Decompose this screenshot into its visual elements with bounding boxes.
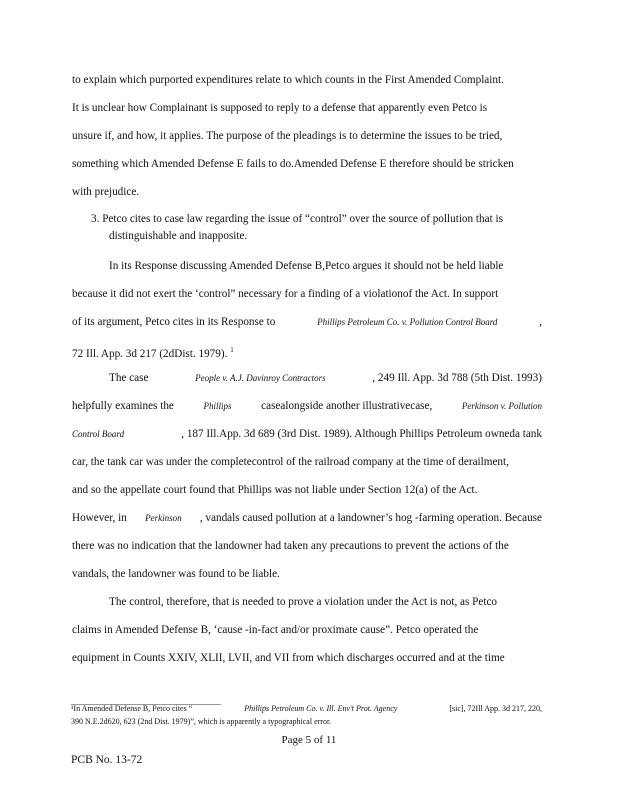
body-line: [72, 73, 542, 87]
text: The control, therefore, that is needed to prove a violation under the Act is not, as Petco: [109, 596, 498, 608]
body-line: [109, 259, 542, 273]
text: , 187 Ill.App. 3d 689 (3rd Dist. 1989). Although Phillips Petroleum owneda tank: [181, 428, 542, 440]
text: ¹In Amended Defense B, Petco cites “: [71, 704, 193, 713]
text: 3. Petco cites to case law regarding the issue of “control” over the source of pollution that is: [91, 213, 503, 225]
body-line: [72, 455, 542, 469]
text: It is unclear how Complainant is supposed to reply to a defense that apparently even Petco is: [72, 102, 488, 114]
text: claims in Amended Defense B, ‘cause -in-fact and/or proximate cause”. Petco operated the: [72, 624, 479, 636]
body-line: [72, 539, 542, 553]
text: The case: [109, 372, 149, 384]
text: distinguishable and inapposite.: [109, 230, 248, 242]
text: casealongside another illustrativecase,: [261, 400, 433, 412]
body-line: [72, 343, 234, 361]
text: equipment in Counts XXIV, XLII, LVII, and VII from which discharges occurred and at the time: [72, 652, 505, 664]
case-citation: Phillips Petroleum Co. v. Pollution Control Board: [317, 317, 498, 327]
text: 390 N.E.2d620, 623 (2nd Dist. 1979)”, which is apparently a typographical error.: [71, 717, 332, 726]
footnote: [71, 703, 542, 715]
text: of its argument, Petco cites in its Response to: [72, 316, 276, 328]
text: with prejudice.: [72, 186, 140, 198]
body-line: [72, 185, 139, 199]
text: something which Amended Defense E fails to do.Amended Defense E therefore should be stricken: [72, 158, 514, 170]
section-heading-cont: [109, 229, 247, 243]
body-line: [72, 101, 542, 115]
text: 72 Ill. App. 3d 217 (2dDist. 1979).: [72, 347, 228, 360]
case-citation: Control Board: [72, 429, 125, 439]
text: car, the tank car was under the completecontrol of the railroad company at the time of derailment,: [72, 456, 509, 468]
case-citation: Perkinson: [145, 513, 182, 523]
text: there was no indication that the landowner had taken any precautions to prevent the actions of the: [72, 540, 509, 552]
body-line: [72, 483, 542, 497]
case-citation: Phillips: [203, 401, 232, 411]
footnote-ref: 1: [230, 346, 234, 354]
section-heading: [91, 212, 542, 226]
text: However, in: [72, 512, 127, 524]
document-id: PCB No. 13-72: [71, 754, 143, 766]
text: [sic], 72Ill App. 3d 217, 220,: [449, 704, 542, 713]
body-line: [72, 651, 542, 665]
text: , vandals caused pollution at a landowner’s hog -farming operation. Because: [199, 512, 542, 524]
body-line: [72, 427, 542, 441]
body-line: [109, 371, 542, 385]
case-citation: People v. A.J. Davinroy Contractors: [195, 373, 326, 383]
body-line: [72, 287, 542, 301]
body-line: [72, 129, 542, 143]
body-line: [72, 623, 542, 637]
body-line: [72, 315, 542, 329]
text: helpfully examines the: [72, 400, 174, 412]
body-line: [109, 595, 542, 609]
case-citation: Phillips Petroleum Co. v. Ill. Env’t Prot. Agency: [244, 704, 398, 713]
footnote-cont: [71, 716, 471, 728]
text: , 249 Ill. App. 3d 788 (5th Dist. 1993): [372, 372, 542, 384]
text: because it did not exert the ‘control” necessary for a finding of a violationof the Act. In support: [72, 288, 499, 300]
body-line: [72, 157, 542, 171]
body-line: [72, 511, 542, 525]
case-citation: Perkinson v. Pollution: [461, 401, 542, 411]
text: to explain which purported expenditures relate to which counts in the First Amended Complaint.: [72, 74, 504, 86]
text: In its Response discussing Amended Defense B,Petco argues it should not be held liable: [109, 260, 504, 272]
text: and so the appellate court found that Phillips was not liable under Section 12(a) of the Act.: [72, 484, 478, 496]
body-line: [72, 567, 280, 581]
page-number: Page 5 of 11: [281, 734, 337, 746]
body-line: [72, 399, 542, 413]
text: unsure if, and how, it applies. The purpose of the pleadings is to determine the issues to be tried,: [72, 130, 503, 142]
text: vandals, the landowner was found to be liable.: [72, 568, 280, 580]
text: ,: [539, 316, 542, 328]
